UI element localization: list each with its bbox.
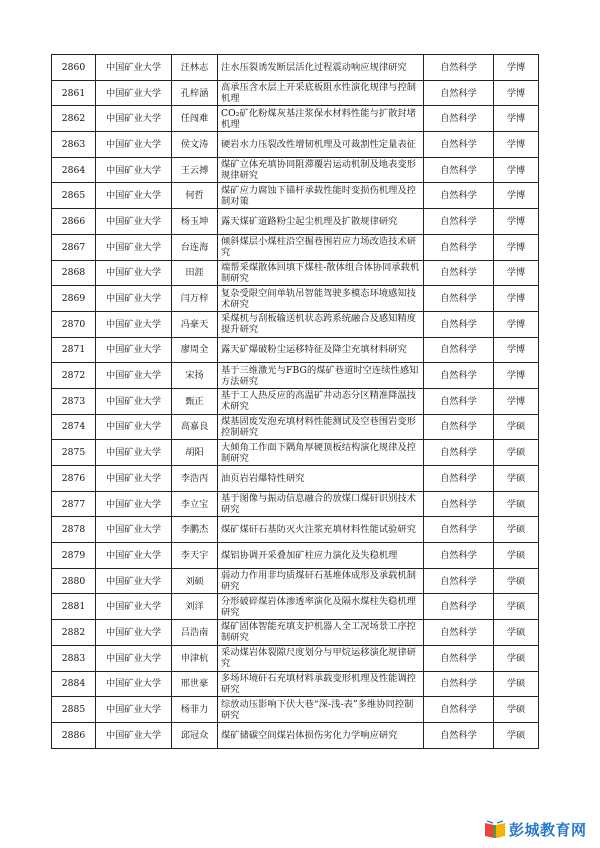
table-row [52, 234, 539, 260]
author-name-cell: 李鹏杰 [172, 517, 218, 543]
university-cell: 中国矿业大学 [96, 594, 172, 620]
university-cell: 中国矿业大学 [96, 132, 172, 158]
row-number-cell: 2861 [52, 80, 96, 106]
table-row [52, 157, 539, 183]
row-number-cell: 2883 [52, 645, 96, 671]
table-row [52, 671, 539, 697]
thesis-title-cell: 大倾角工作面下隅角厚硬顶板结构演化规律及控制研究 [218, 440, 424, 466]
thesis-title-cell: 煤矿立体充填协同阻滞覆岩运动机制及地表变形规律研究 [218, 157, 424, 183]
thesis-title-cell: 油页岩岩爆特性研究 [218, 466, 424, 492]
thesis-title-cell: 基于图像与振动信息融合的放煤口煤矸识别技术研究 [218, 491, 424, 517]
university-cell: 中国矿业大学 [96, 260, 172, 286]
degree-type-cell: 学硕 [494, 466, 539, 492]
university-cell: 中国矿业大学 [96, 568, 172, 594]
degree-type-cell: 学博 [494, 260, 539, 286]
university-cell: 中国矿业大学 [96, 388, 172, 414]
row-number-cell: 2866 [52, 209, 96, 235]
university-cell: 中国矿业大学 [96, 620, 172, 646]
university-cell: 中国矿业大学 [96, 363, 172, 389]
discipline-cell: 自然科学 [424, 491, 494, 517]
degree-type-cell: 学硕 [494, 414, 539, 440]
thesis-title-cell: 基于三维激光与FBG的煤矿巷道时空连续性感知方法研究 [218, 363, 424, 389]
university-cell: 中国矿业大学 [96, 414, 172, 440]
author-name-cell: 孔梓涵 [172, 80, 218, 106]
table-row [52, 543, 539, 569]
thesis-title-cell: 采动煤岩体裂隙尺度划分与甲烷运移演化规律研究 [218, 645, 424, 671]
discipline-cell: 自然科学 [424, 594, 494, 620]
thesis-title-cell: 煤矿煤矸石基防灭火注浆充填材料性能试验研究 [218, 517, 424, 543]
thesis-title-cell: 倾斜煤层小煤柱沿空掘巷围岩应力场改造技术研究 [218, 234, 424, 260]
degree-type-cell: 学博 [494, 363, 539, 389]
author-name-cell: 闫万梓 [172, 286, 218, 312]
degree-type-cell: 学博 [494, 234, 539, 260]
author-name-cell: 杨菲力 [172, 697, 218, 723]
discipline-cell: 自然科学 [424, 722, 494, 748]
degree-type-cell: 学硕 [494, 594, 539, 620]
table-row [52, 620, 539, 646]
row-number-cell: 2872 [52, 363, 96, 389]
table-row [52, 517, 539, 543]
thesis-title-cell: 露天矿爆破粉尘运移特征及降尘充填材料研究 [218, 337, 424, 363]
university-cell: 中国矿业大学 [96, 286, 172, 312]
author-name-cell: 李浩丙 [172, 466, 218, 492]
university-cell: 中国矿业大学 [96, 722, 172, 748]
discipline-cell: 自然科学 [424, 517, 494, 543]
thesis-title-cell: CO₂矿化粉煤灰基注浆保水材料性能与扩散封堵机理 [218, 106, 424, 132]
degree-type-cell: 学硕 [494, 491, 539, 517]
table-row [52, 106, 539, 132]
discipline-cell: 自然科学 [424, 363, 494, 389]
degree-type-cell: 学博 [494, 183, 539, 209]
discipline-cell: 自然科学 [424, 286, 494, 312]
degree-type-cell: 学博 [494, 132, 539, 158]
row-number-cell: 2870 [52, 311, 96, 337]
thesis-title-cell: 露天煤矿道路粉尘起尘机理及扩散规律研究 [218, 209, 424, 235]
author-name-cell: 王云搏 [172, 157, 218, 183]
row-number-cell: 2886 [52, 722, 96, 748]
discipline-cell: 自然科学 [424, 157, 494, 183]
row-number-cell: 2874 [52, 414, 96, 440]
discipline-cell: 自然科学 [424, 697, 494, 723]
author-name-cell: 吕浩南 [172, 620, 218, 646]
degree-type-cell: 学博 [494, 286, 539, 312]
author-name-cell: 何哲 [172, 183, 218, 209]
university-cell: 中国矿业大学 [96, 645, 172, 671]
degree-type-cell: 学博 [494, 388, 539, 414]
university-cell: 中国矿业大学 [96, 671, 172, 697]
table-row [52, 260, 539, 286]
table-row [52, 466, 539, 492]
degree-type-cell: 学博 [494, 311, 539, 337]
university-cell: 中国矿业大学 [96, 106, 172, 132]
table-row [52, 568, 539, 594]
thesis-title-cell: 高承压含水层上开采底板阻水性演化规律与控制机理 [218, 80, 424, 106]
author-name-cell: 甄正 [172, 388, 218, 414]
discipline-cell: 自然科学 [424, 440, 494, 466]
author-name-cell: 刘洋 [172, 594, 218, 620]
table-row [52, 414, 539, 440]
degree-type-cell: 学硕 [494, 568, 539, 594]
table-row [52, 55, 539, 81]
university-cell: 中国矿业大学 [96, 440, 172, 466]
discipline-cell: 自然科学 [424, 620, 494, 646]
discipline-cell: 自然科学 [424, 466, 494, 492]
discipline-cell: 自然科学 [424, 543, 494, 569]
degree-type-cell: 学硕 [494, 620, 539, 646]
university-cell: 中国矿业大学 [96, 491, 172, 517]
table-row [52, 337, 539, 363]
university-cell: 中国矿业大学 [96, 697, 172, 723]
table-row [52, 697, 539, 723]
author-name-cell: 侯文涛 [172, 132, 218, 158]
author-name-cell: 田涯 [172, 260, 218, 286]
table-row [52, 388, 539, 414]
row-number-cell: 2877 [52, 491, 96, 517]
row-number-cell: 2881 [52, 594, 96, 620]
degree-type-cell: 学博 [494, 157, 539, 183]
thesis-title-cell: 煤矿应力腐蚀下锚杆承载性能时变损伤机理及控制对策 [218, 183, 424, 209]
university-cell: 中国矿业大学 [96, 209, 172, 235]
row-number-cell: 2879 [52, 543, 96, 569]
university-cell: 中国矿业大学 [96, 466, 172, 492]
discipline-cell: 自然科学 [424, 260, 494, 286]
degree-type-cell: 学硕 [494, 440, 539, 466]
author-name-cell: 申津杭 [172, 645, 218, 671]
award-list-table [51, 54, 539, 749]
degree-type-cell: 学硕 [494, 543, 539, 569]
row-number-cell: 2873 [52, 388, 96, 414]
author-name-cell: 高嘉良 [172, 414, 218, 440]
table-row [52, 491, 539, 517]
university-cell: 中国矿业大学 [96, 517, 172, 543]
site-watermark-logo[interactable] [484, 818, 594, 840]
author-name-cell: 廖周全 [172, 337, 218, 363]
discipline-cell: 自然科学 [424, 209, 494, 235]
university-cell: 中国矿业大学 [96, 311, 172, 337]
thesis-title-cell: 端帮采煤散体回填下煤柱-散体组合体协同承载机制研究 [218, 260, 424, 286]
row-number-cell: 2868 [52, 260, 96, 286]
discipline-cell: 自然科学 [424, 234, 494, 260]
discipline-cell: 自然科学 [424, 414, 494, 440]
row-number-cell: 2869 [52, 286, 96, 312]
thesis-title-cell: 煤铝协调开采叠加矿柱应力演化及失稳机理 [218, 543, 424, 569]
thesis-title-cell: 注水压裂诱发断层活化过程震动响应规律研究 [218, 55, 424, 81]
university-cell: 中国矿业大学 [96, 157, 172, 183]
discipline-cell: 自然科学 [424, 388, 494, 414]
thesis-title-cell: 复杂受限空间单轨吊智能驾驶多模态环境感知技术研究 [218, 286, 424, 312]
author-name-cell: 冯豪天 [172, 311, 218, 337]
row-number-cell: 2876 [52, 466, 96, 492]
table-row [52, 132, 539, 158]
table-row [52, 311, 539, 337]
author-name-cell: 汪林志 [172, 55, 218, 81]
row-number-cell: 2863 [52, 132, 96, 158]
author-name-cell: 台连海 [172, 234, 218, 260]
row-number-cell: 2865 [52, 183, 96, 209]
row-number-cell: 2885 [52, 697, 96, 723]
degree-type-cell: 学博 [494, 209, 539, 235]
thesis-title-cell: 基于工人热反应的高温矿井动态分区精准降温技术研究 [218, 388, 424, 414]
university-cell: 中国矿业大学 [96, 80, 172, 106]
university-cell: 中国矿业大学 [96, 183, 172, 209]
discipline-cell: 自然科学 [424, 183, 494, 209]
open-book-icon [484, 819, 506, 839]
table-row [52, 80, 539, 106]
degree-type-cell: 学硕 [494, 722, 539, 748]
author-name-cell: 宋扬 [172, 363, 218, 389]
degree-type-cell: 学硕 [494, 517, 539, 543]
row-number-cell: 2860 [52, 55, 96, 81]
table-row [52, 594, 539, 620]
degree-type-cell: 学硕 [494, 671, 539, 697]
university-cell: 中国矿业大学 [96, 543, 172, 569]
row-number-cell: 2871 [52, 337, 96, 363]
author-name-cell: 邢世豪 [172, 671, 218, 697]
thesis-title-cell: 煤矿固体智能充填支护机器人全工况场景工序控制研究 [218, 620, 424, 646]
thesis-title-cell: 采煤机与刮板输送机状态跨系统融合及感知精度提升研究 [218, 311, 424, 337]
table-row [52, 363, 539, 389]
degree-type-cell: 学博 [494, 337, 539, 363]
author-name-cell: 杨玉坤 [172, 209, 218, 235]
author-name-cell: 邱冠众 [172, 722, 218, 748]
discipline-cell: 自然科学 [424, 55, 494, 81]
degree-type-cell: 学硕 [494, 697, 539, 723]
table-row [52, 722, 539, 748]
university-cell: 中国矿业大学 [96, 234, 172, 260]
table-row [52, 440, 539, 466]
author-name-cell: 李立宝 [172, 491, 218, 517]
discipline-cell: 自然科学 [424, 645, 494, 671]
degree-type-cell: 学博 [494, 80, 539, 106]
row-number-cell: 2864 [52, 157, 96, 183]
table-row [52, 286, 539, 312]
watermark-text: 彭城教育网 [509, 820, 587, 839]
degree-type-cell: 学博 [494, 55, 539, 81]
row-number-cell: 2862 [52, 106, 96, 132]
discipline-cell: 自然科学 [424, 568, 494, 594]
row-number-cell: 2867 [52, 234, 96, 260]
thesis-title-cell: 煤矿储碳空间煤岩体损伤劣化力学响应研究 [218, 722, 424, 748]
university-cell: 中国矿业大学 [96, 337, 172, 363]
discipline-cell: 自然科学 [424, 132, 494, 158]
university-cell: 中国矿业大学 [96, 55, 172, 81]
discipline-cell: 自然科学 [424, 311, 494, 337]
thesis-title-cell: 弱动力作用非均质煤矸石基堆体成形及承载机制研究 [218, 568, 424, 594]
degree-type-cell: 学博 [494, 106, 539, 132]
thesis-title-cell: 多场环境矸石充填材料承载变形机理及性能调控研究 [218, 671, 424, 697]
table-row [52, 183, 539, 209]
author-name-cell: 胡阳 [172, 440, 218, 466]
table-row [52, 209, 539, 235]
thesis-title-cell: 煤基固废发泡充填材料性能测试及空巷围岩变形控制研究 [218, 414, 424, 440]
row-number-cell: 2884 [52, 671, 96, 697]
row-number-cell: 2878 [52, 517, 96, 543]
author-name-cell: 刘硕 [172, 568, 218, 594]
author-name-cell: 李天宇 [172, 543, 218, 569]
thesis-title-cell: 硬岩水力压裂改性增韧机理及可裁割性定量表征 [218, 132, 424, 158]
degree-type-cell: 学硕 [494, 645, 539, 671]
row-number-cell: 2880 [52, 568, 96, 594]
thesis-title-cell: 综放动压影响下伏大巷“深-浅-表”多维协同控制研究 [218, 697, 424, 723]
discipline-cell: 自然科学 [424, 80, 494, 106]
discipline-cell: 自然科学 [424, 337, 494, 363]
table-body [52, 55, 539, 749]
thesis-title-cell: 分形破碎煤岩体渗透率演化及隔水煤柱失稳机理研究 [218, 594, 424, 620]
row-number-cell: 2875 [52, 440, 96, 466]
table-row [52, 645, 539, 671]
discipline-cell: 自然科学 [424, 106, 494, 132]
row-number-cell: 2882 [52, 620, 96, 646]
discipline-cell: 自然科学 [424, 671, 494, 697]
author-name-cell: 任闯难 [172, 106, 218, 132]
award-list-table-container [51, 54, 538, 749]
